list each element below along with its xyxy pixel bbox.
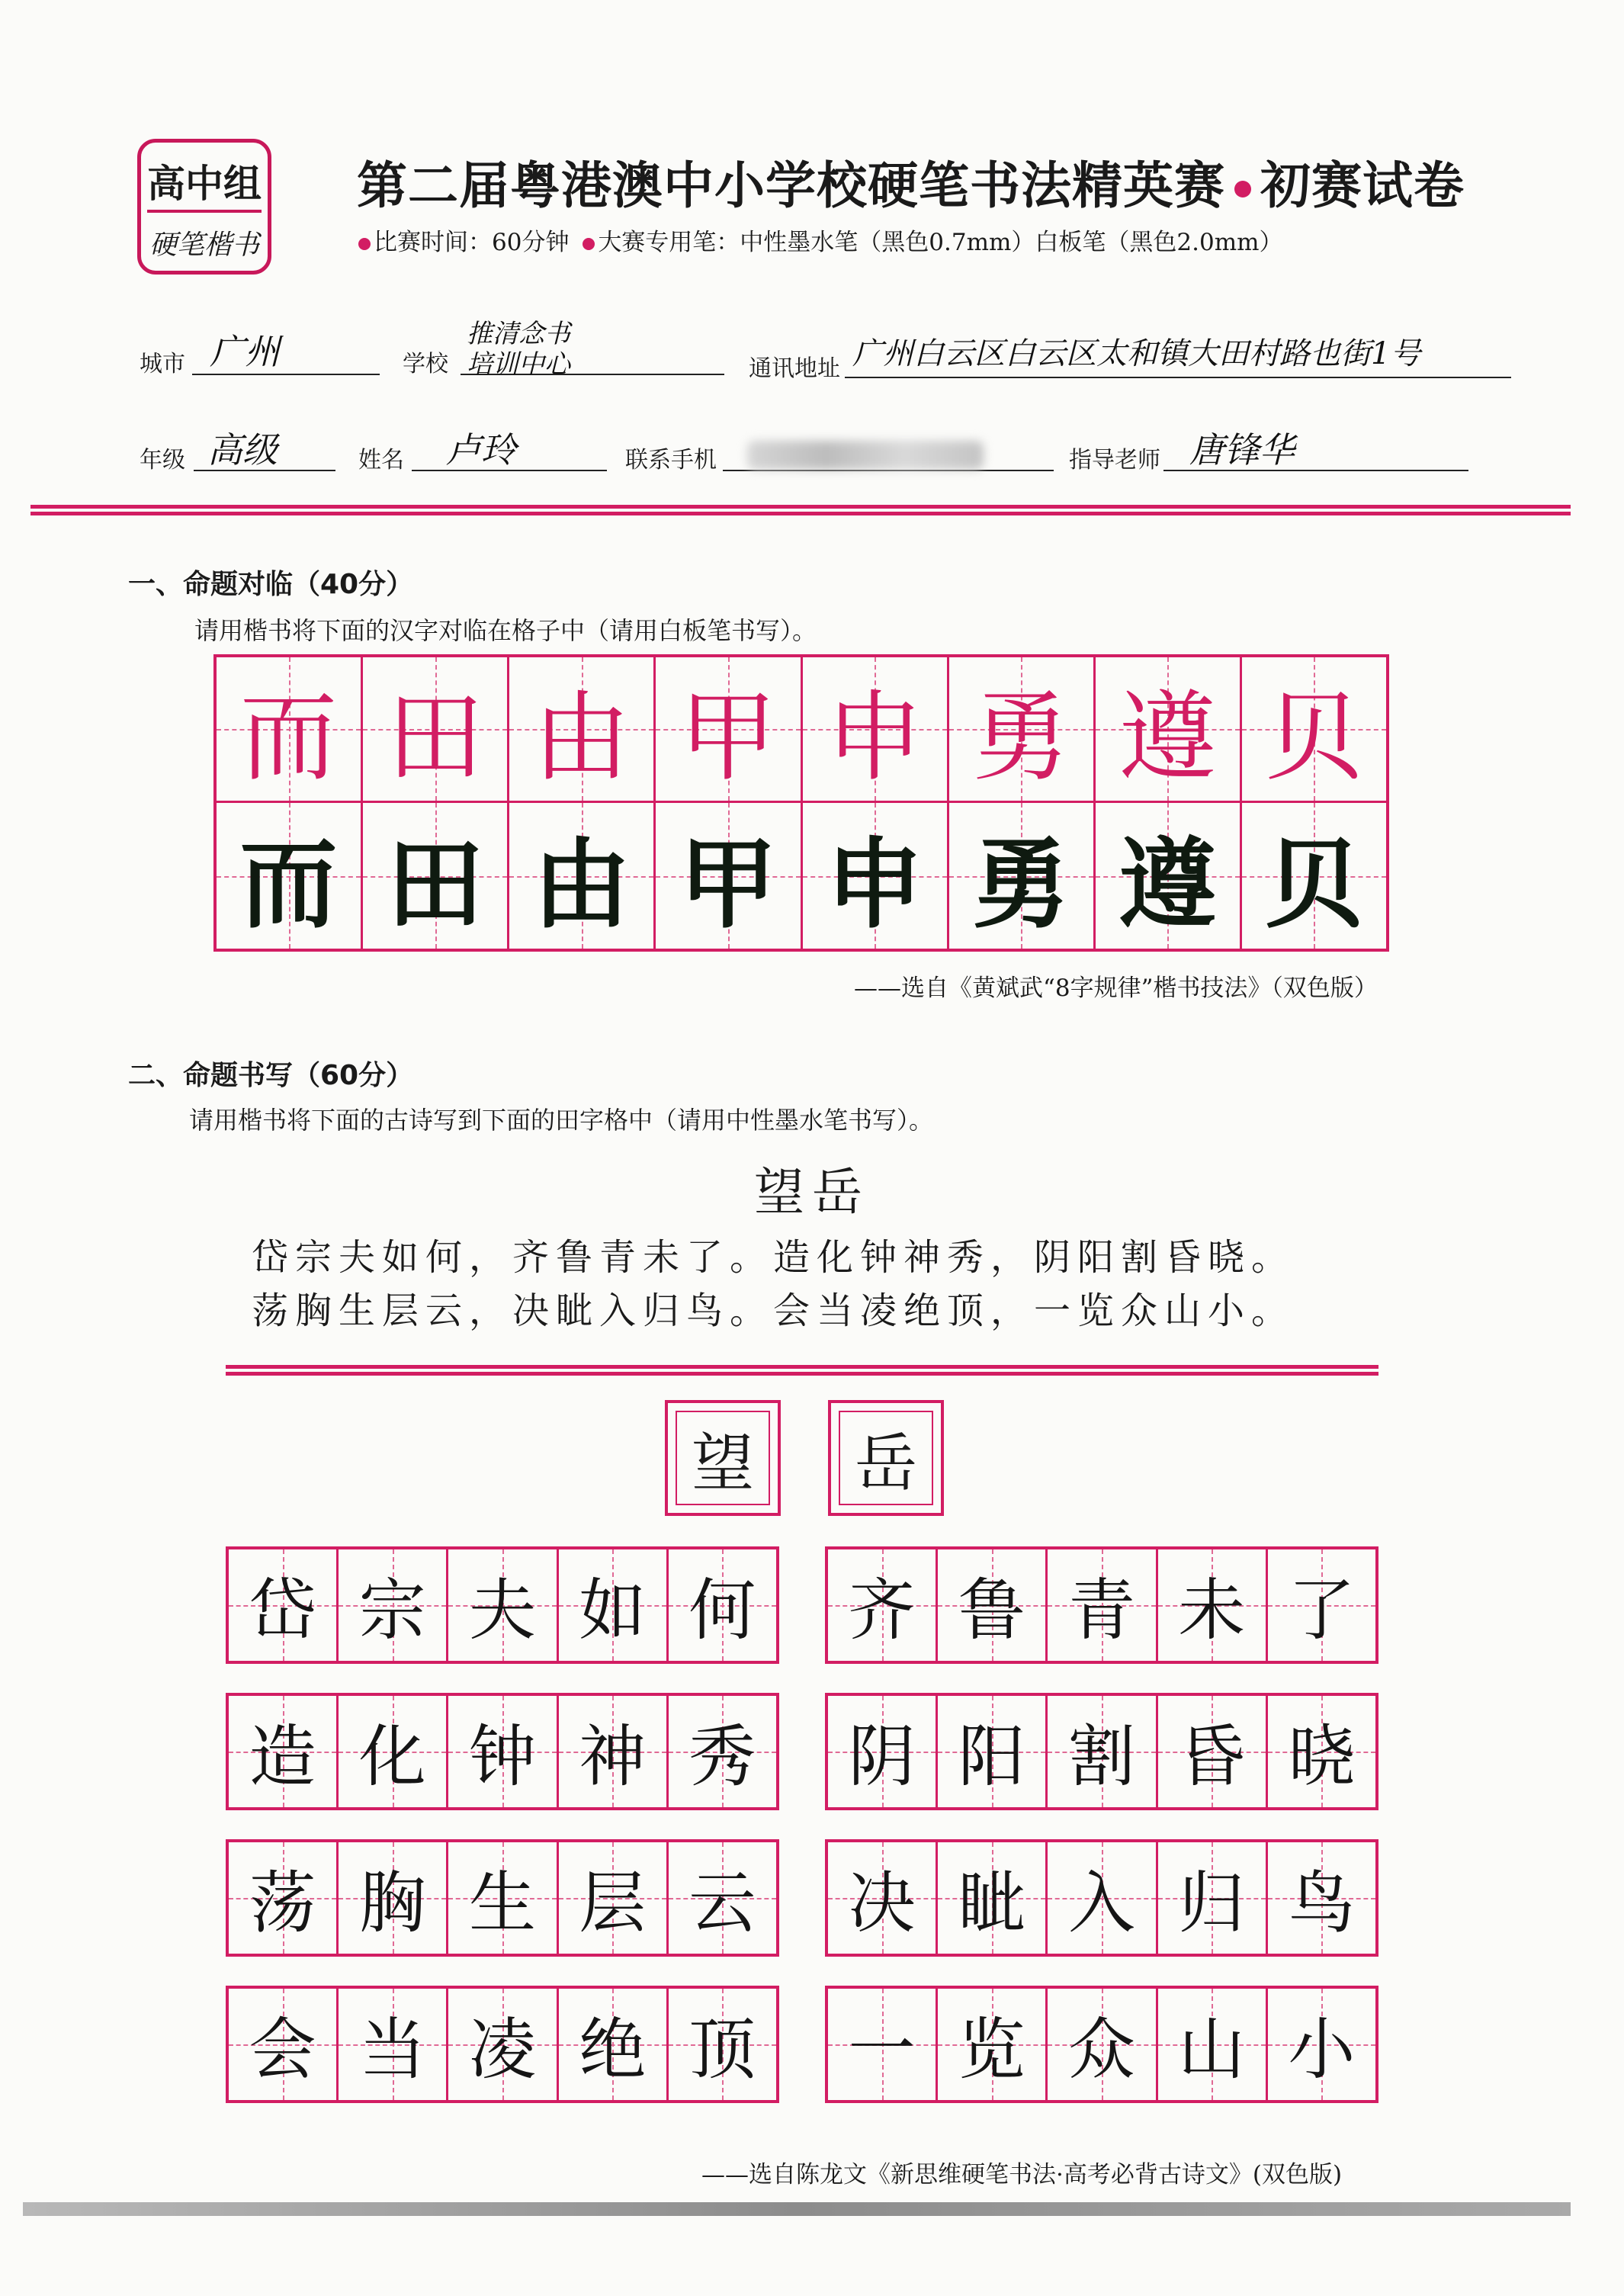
writing-cell[interactable]: 未	[1158, 1549, 1268, 1661]
writing-cell[interactable]: 钟	[448, 1696, 558, 1807]
writing-cell[interactable]: 何	[669, 1549, 776, 1661]
writing-cell[interactable]: 入	[1048, 1842, 1157, 1954]
writing-row	[229, 1549, 776, 1661]
copy-cell[interactable]: 勇	[949, 803, 1096, 949]
writing-grid-right	[825, 1986, 1378, 2103]
writing-cell[interactable]: 鸟	[1268, 1842, 1375, 1954]
phone-redacted	[747, 441, 984, 470]
writing-row	[828, 1989, 1375, 2100]
writing-cell[interactable]: 山	[1158, 1989, 1268, 2100]
teacher-label: 指导老师	[1069, 447, 1160, 474]
section2-source: ——选自陈龙文《新思维硬笔书法·高考必背古诗文》(双色版)	[701, 2161, 1343, 2188]
writing-cell[interactable]: 阳	[938, 1696, 1048, 1807]
writing-cell[interactable]: 览	[938, 1989, 1048, 2100]
section2-heading: 二、命题书写（60分）	[128, 1060, 414, 1091]
model-cell: 遵	[1096, 657, 1242, 803]
badge-divider	[147, 210, 262, 213]
pen-info: 大赛专用笔：中性墨水笔（黑色0.7mm）白板笔（黑色2.0mm）	[598, 229, 1283, 256]
writing-cell[interactable]: 归	[1158, 1842, 1268, 1954]
copy-cell[interactable]: 甲	[656, 803, 802, 949]
model-cell: 田	[363, 657, 509, 803]
writing-cell[interactable]: 秀	[669, 1696, 776, 1807]
model-cell: 勇	[949, 657, 1096, 803]
address-value: 广州白云区白云区太和镇大田村路也街1号	[852, 336, 1421, 371]
writing-row	[828, 1842, 1375, 1954]
writing-cell[interactable]: 青	[1048, 1549, 1157, 1661]
writing-grid-left	[226, 1839, 779, 1957]
model-cell: 甲	[656, 657, 802, 803]
grade-label: 年级	[140, 447, 185, 474]
writing-cell[interactable]: 如	[559, 1549, 669, 1661]
city-label: 城市	[140, 351, 185, 377]
writing-cell[interactable]: 绝	[559, 1989, 669, 2100]
section1-source: ——选自《黄斌武“8字规律”楷书技法》（双色版）	[854, 975, 1378, 1002]
name-label: 姓名	[358, 447, 404, 474]
copy-cell[interactable]: 申	[803, 803, 949, 949]
copy-cell[interactable]: 而	[217, 803, 363, 949]
writing-cell[interactable]: 一	[828, 1989, 938, 2100]
writing-cell[interactable]: 阴	[828, 1696, 938, 1807]
section1-heading: 一、命题对临（40分）	[128, 569, 414, 600]
bullet-dot-icon	[583, 238, 595, 250]
writing-row	[229, 1696, 776, 1807]
writing-cell[interactable]: 众	[1048, 1989, 1157, 2100]
writing-cell[interactable]: 了	[1268, 1549, 1375, 1661]
copy-row	[217, 803, 1386, 949]
writing-grid-right	[825, 1693, 1378, 1810]
writing-cell[interactable]: 顶	[669, 1989, 776, 2100]
page-title	[357, 145, 1465, 217]
phone-label: 联系手机	[625, 447, 717, 474]
model-cell: 由	[509, 657, 656, 803]
writing-grid-left	[226, 1546, 779, 1664]
writing-cell[interactable]: 云	[669, 1842, 776, 1954]
grade-value: 高级	[207, 429, 278, 470]
poem-line-2: 荡胸生层云，决眦入归鸟。会当凌绝顶，一览众山小。	[252, 1289, 1295, 1332]
writing-cell[interactable]: 会	[229, 1989, 339, 2100]
title-char: 望	[676, 1411, 770, 1505]
bottom-bar	[23, 2202, 1571, 2216]
copy-cell[interactable]: 由	[509, 803, 656, 949]
exam-info	[358, 223, 1283, 257]
poem-divider	[226, 1365, 1378, 1376]
poem-line-1: 岱宗夫如何，齐鲁青未了。造化钟神秀，阴阳割昏晓。	[252, 1236, 1295, 1279]
section2-instruction: 请用楷书将下面的古诗写到下面的田字格中（请用中性墨水笔书写）。	[189, 1106, 934, 1135]
writing-cell[interactable]: 夫	[448, 1549, 558, 1661]
teacher-value: 唐锋华	[1189, 429, 1295, 470]
writing-cell[interactable]: 割	[1048, 1696, 1157, 1807]
address-label: 通讯地址	[749, 355, 840, 382]
writing-cell[interactable]: 岱	[229, 1549, 339, 1661]
writing-grid-right	[825, 1546, 1378, 1664]
writing-cell[interactable]: 齐	[828, 1549, 938, 1661]
title-box[interactable]	[665, 1400, 781, 1516]
bullet-dot-icon	[358, 238, 371, 250]
name-value: 卢玲	[446, 429, 516, 470]
title-box[interactable]	[828, 1400, 944, 1516]
writing-cell[interactable]: 决	[828, 1842, 938, 1954]
writing-cell[interactable]: 小	[1268, 1989, 1375, 2100]
writing-cell[interactable]: 宗	[339, 1549, 448, 1661]
writing-row	[828, 1696, 1375, 1807]
title-dot-icon	[1234, 181, 1251, 197]
copy-cell[interactable]: 遵	[1096, 803, 1242, 949]
writing-cell[interactable]: 荡	[229, 1842, 339, 1954]
title-sub: 初赛试卷	[1260, 156, 1465, 215]
writing-cell[interactable]: 当	[339, 1989, 448, 2100]
address-field[interactable]	[845, 377, 1511, 378]
time-info: 比赛时间：60分钟	[374, 229, 570, 256]
writing-cell[interactable]: 胸	[339, 1842, 448, 1954]
writing-cell[interactable]: 眦	[938, 1842, 1048, 1954]
title-char: 岳	[839, 1411, 933, 1505]
writing-cell[interactable]: 晓	[1268, 1696, 1375, 1807]
copy-cell[interactable]: 贝	[1242, 803, 1386, 949]
section1-grid	[213, 654, 1389, 952]
writing-cell[interactable]: 化	[339, 1696, 448, 1807]
school-label: 学校	[403, 351, 448, 377]
title-main: 第二届粤港澳中小学校硬笔书法精英赛	[357, 156, 1225, 215]
section1-instruction: 请用楷书将下面的汉字对临在格子中（请用白板笔书写）。	[194, 616, 817, 645]
copy-cell[interactable]: 田	[363, 803, 509, 949]
writing-cell[interactable]: 凌	[448, 1989, 558, 2100]
writing-row	[229, 1989, 776, 2100]
writing-row	[828, 1549, 1375, 1661]
model-cell: 申	[803, 657, 949, 803]
writing-cell[interactable]: 生	[448, 1842, 558, 1954]
model-cell: 而	[217, 657, 363, 803]
model-cell: 贝	[1242, 657, 1386, 803]
poem-title: 望岳	[754, 1163, 870, 1222]
group-badge	[137, 139, 271, 275]
badge-style-label: 硬笔楷书	[149, 230, 259, 261]
writing-cell[interactable]: 造	[229, 1696, 339, 1807]
header-divider	[30, 505, 1571, 515]
school-value-line1: 推清念书	[467, 319, 570, 349]
phone-field[interactable]	[723, 470, 1054, 471]
writing-cell[interactable]: 昏	[1158, 1696, 1268, 1807]
writing-cell[interactable]: 鲁	[938, 1549, 1048, 1661]
school-value-line2: 培训中心	[467, 349, 570, 380]
model-row	[217, 657, 1386, 803]
writing-grid-right	[825, 1839, 1378, 1957]
city-value: 广州	[210, 331, 280, 372]
writing-grid-left	[226, 1986, 779, 2103]
writing-grid-left	[226, 1693, 779, 1810]
writing-cell[interactable]: 神	[559, 1696, 669, 1807]
badge-group-label: 高中组	[147, 162, 262, 206]
writing-row	[229, 1842, 776, 1954]
writing-cell[interactable]: 层	[559, 1842, 669, 1954]
